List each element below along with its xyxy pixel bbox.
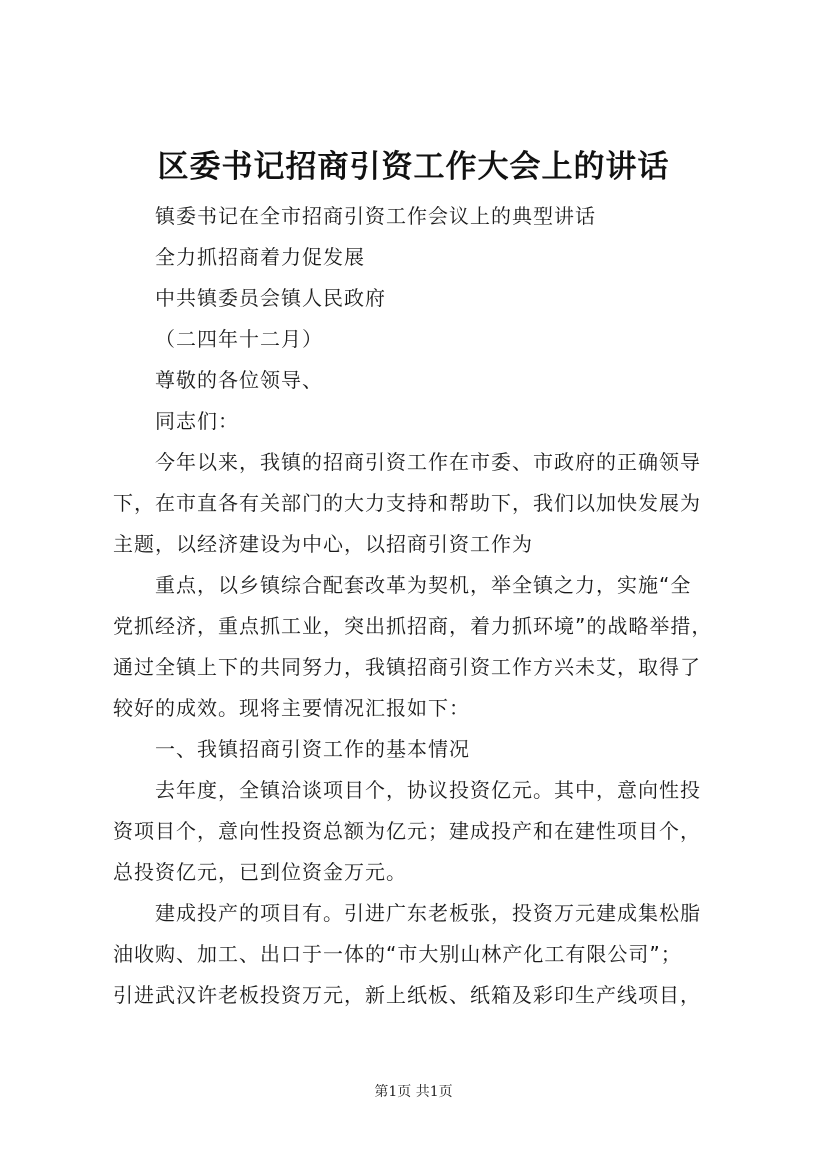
paragraph-line: 尊敬的各位领导、	[155, 368, 323, 392]
paragraph-line: 通过全镇上下的共同努力，我镇招商引资工作方兴未艾，取得了	[113, 655, 701, 679]
paragraph-line: 资项目个，意向性投资总额为亿元；建成投产和在建性项目个，	[113, 819, 701, 843]
paragraph-line: 主题，以经济建设为中心，以招商引资工作为	[113, 532, 533, 556]
paragraph-line: 油收购、加工、出口于一体的“市大别山林产化工有限公司”；	[113, 942, 682, 966]
document-body	[113, 196, 733, 1016]
paragraph-line: 较好的成效。现将主要情况汇报如下：	[113, 696, 470, 720]
paragraph-line: 今年以来，我镇的招商引资工作在市委、市政府的正确领导	[155, 450, 701, 474]
document-title: 区委书记招商引资工作大会上的讲话	[157, 149, 670, 185]
paragraph-line: 下，在市直各有关部门的大力支持和帮助下，我们以加快发展为	[113, 491, 701, 515]
paragraph-line: 引进武汉许老板投资万元，新上纸板、纸箱及彩印生产线项目，	[113, 983, 701, 1007]
paragraph-line: 党抓经济，重点抓工业，突出抓招商，着力抓环境”的战略举措，	[113, 614, 713, 638]
paragraph-line: 建成投产的项目有。引进广东老板张，投资万元建成集松脂	[155, 901, 701, 925]
paragraph-line: 重点，以乡镇综合配套改革为契机，举全镇之力，实施“全	[155, 573, 692, 597]
page-footer: 第1页 共1页	[374, 1084, 453, 1100]
paragraph-line: 去年度，全镇洽谈项目个，协议投资亿元。其中，意向性投	[155, 778, 701, 802]
paragraph-line: 一、我镇招商引资工作的基本情况	[155, 737, 470, 761]
paragraph-line: 中共镇委员会镇人民政府	[155, 286, 386, 310]
paragraph-line: 全力抓招商着力促发展	[155, 245, 365, 269]
paragraph-line: 同志们：	[155, 409, 239, 433]
paragraph-line: （二四年十二月）	[155, 327, 323, 351]
paragraph-line: 镇委书记在全市招商引资工作会议上的典型讲话	[155, 204, 596, 228]
paragraph-line: 总投资亿元，已到位资金万元。	[113, 860, 407, 884]
